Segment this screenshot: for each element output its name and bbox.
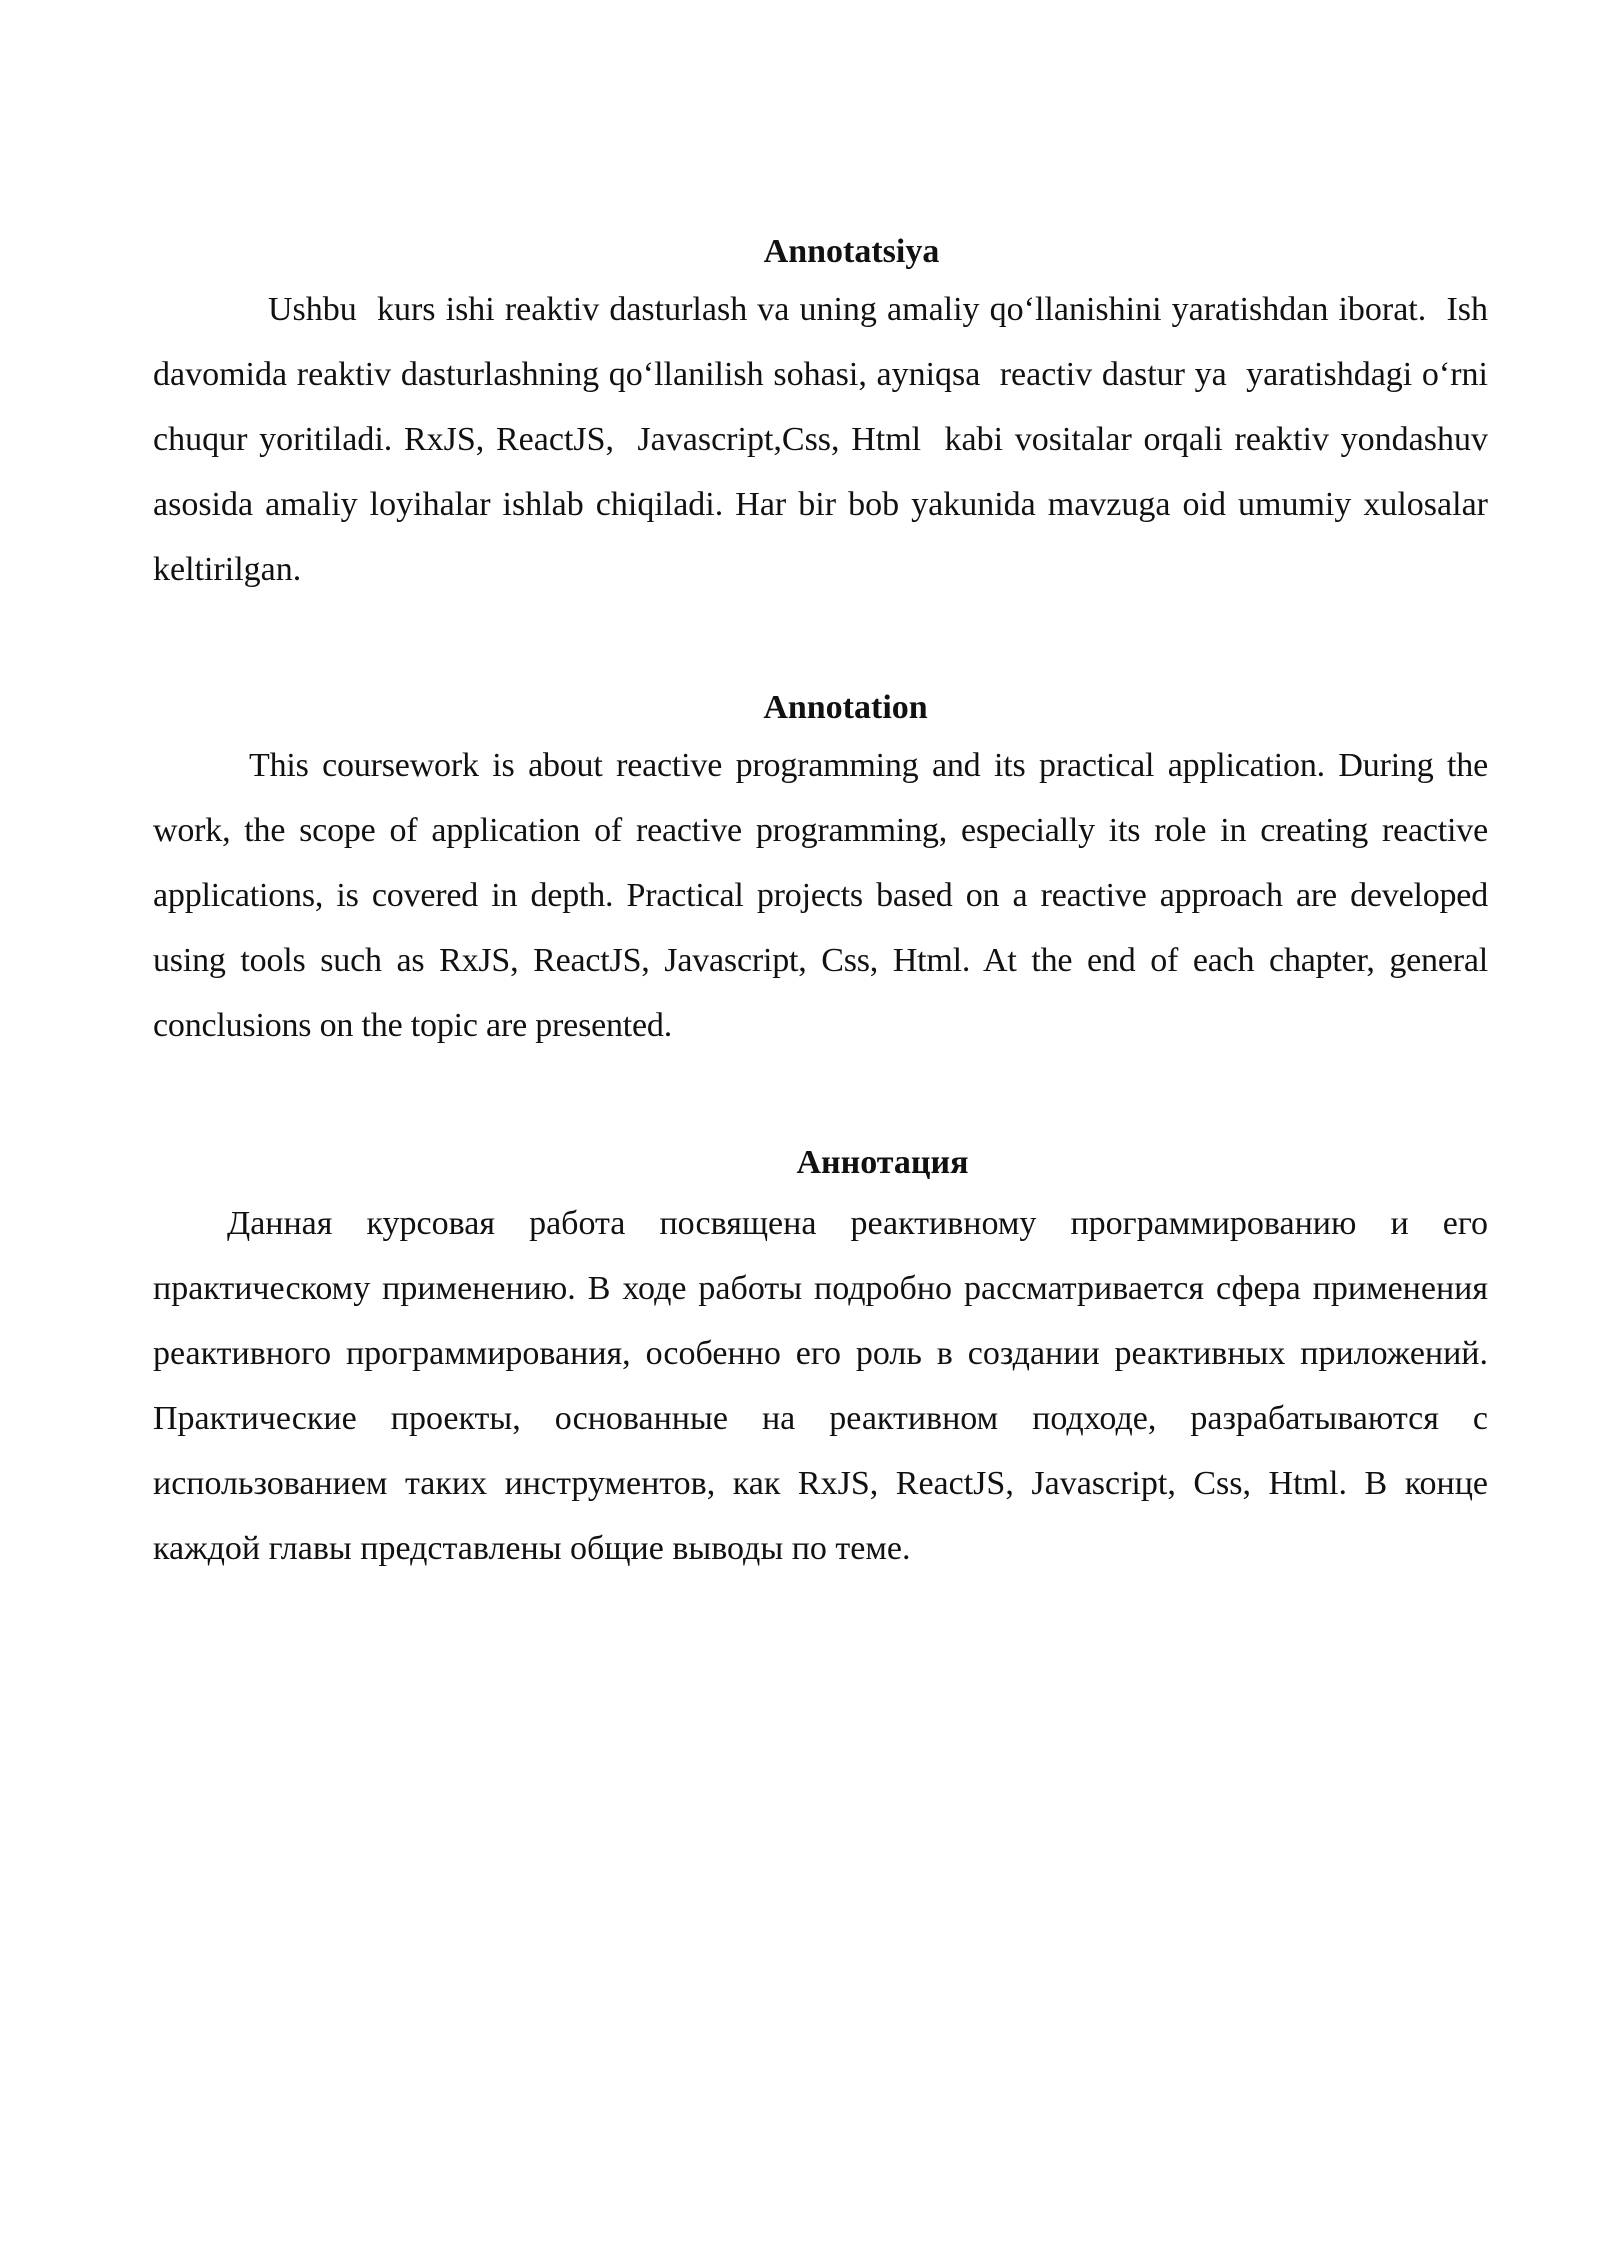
section-heading: Annotatsiya: [763, 233, 940, 270]
annotation-section-english: [153, 688, 1488, 1058]
section-heading: Аннотация: [796, 1144, 969, 1181]
section-paragraph: This coursework is about reactive programming and its practical application. During the work, the scope of application of reactive programming, especially its role in creating reactive applications, is covered in depth. Practical projects based on a reactive approach are developed using tools such as RxJS, ReactJS, Javascript, Css, Html. At the end of each chapter, general conclusions on the topic are presented.: [153, 747, 1488, 1044]
section-paragraph: Данная курсовая работа посвящена реактивному программированию и его практическому применению. В ходе работы подробно рассматривается сфера применения реактивного программирования, особенно его роль в создании реактивных приложений. Практические проекты, основанные на реактивном подходе, разрабатываются с использованием таких инструментов, как RxJS, ReactJS, Javascript, Css, Html. В конце каждой главы представлены общие выводы по теме.: [153, 1205, 1488, 1567]
annotation-section-russian: [153, 1143, 1488, 1581]
annotation-section-uzbek: [153, 232, 1497, 602]
section-heading: Annotation: [763, 689, 928, 726]
section-paragraph: Ushbu kurs ishi reaktiv dasturlash va uning amaliy qo‘llanishini yaratishdan iborat. Ish davomida reaktiv dasturlashning qo‘llanilish sohasi, ayniqsa reactiv dastur ya yaratishdagi o‘rni chuqur yoritiladi. RxJS, ReactJS, Javascript,Css, Html kabi vositalar orqali reaktiv yondashuv asosida amaliy loyihalar ishlab chiqiladi. Har bir bob yakunida mavzuga oid umumiy xulosalar keltirilgan.: [153, 291, 1497, 588]
